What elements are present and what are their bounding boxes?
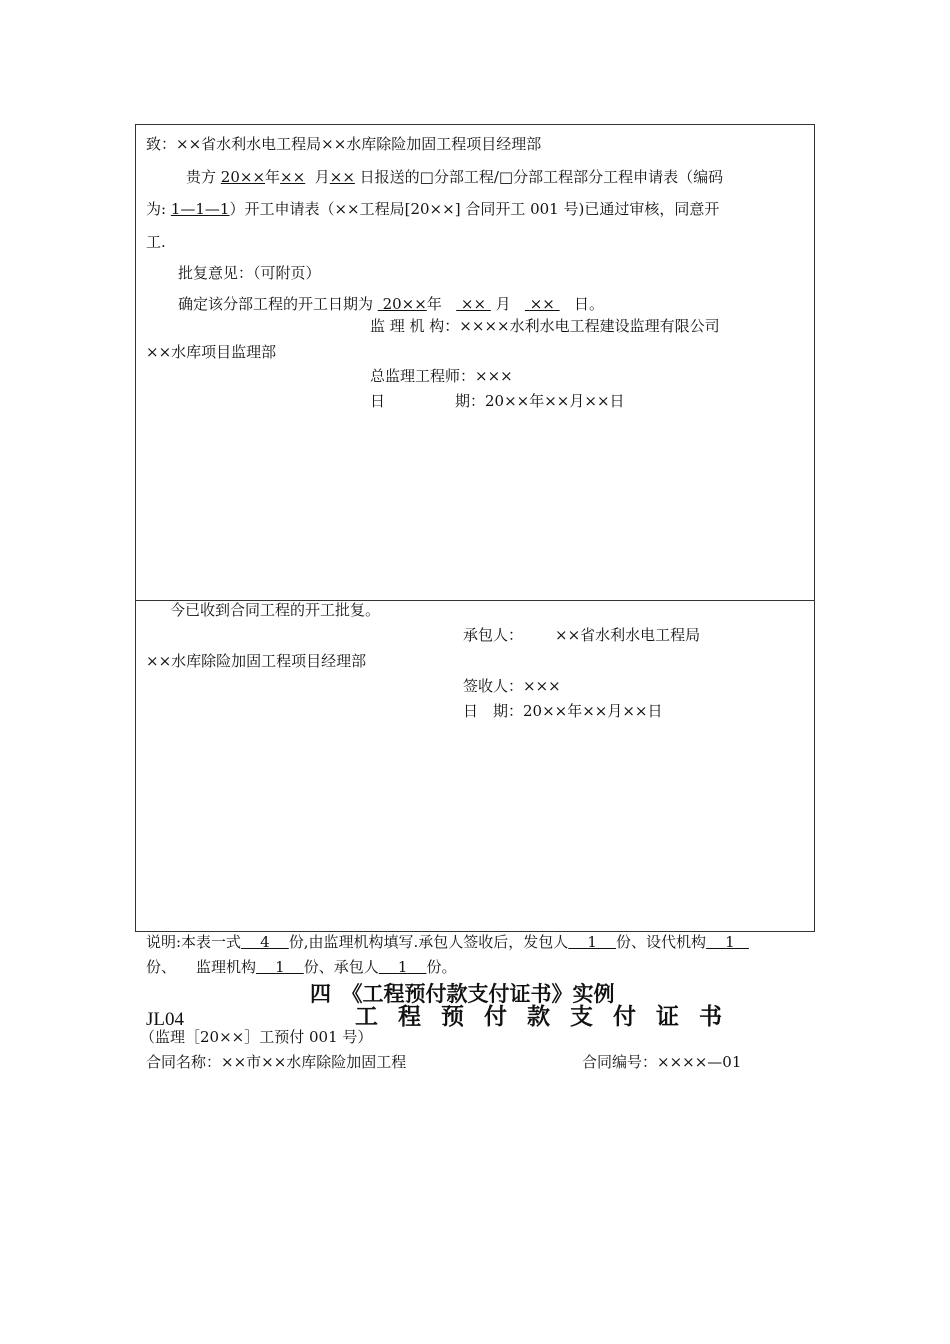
month-value: ××	[280, 168, 306, 186]
month-unit: 月	[314, 168, 330, 186]
copies-design-value: 1	[725, 933, 735, 951]
para-text: 贵方	[186, 168, 217, 186]
day-value: ××	[329, 168, 355, 186]
opinion-line: 批复意见：（可附页）	[178, 264, 321, 282]
note-text: 份、设代机构	[616, 933, 707, 951]
supervision-org: 监 理 机 构：××××水利水电工程建设监理有限公司	[370, 317, 720, 335]
copies-total	[241, 933, 289, 951]
addressee-line: 致：××省水利水电工程局××水库除险加固工程项目经理部	[146, 135, 542, 153]
confirm-month-unit: 月	[495, 295, 511, 313]
code-value: 1—1—1	[170, 200, 230, 218]
confirm-year-unit: 年	[426, 295, 442, 313]
note-text: 监理机构	[196, 958, 257, 976]
start-date-line	[178, 294, 604, 314]
approval-date	[370, 391, 625, 411]
note-text: 说明:本表一式	[146, 933, 242, 951]
confirm-day	[525, 295, 560, 313]
year-value: 20××	[220, 168, 266, 186]
form-code: JL04	[146, 1009, 184, 1030]
section-title: 四 《工程预付款支付证书》实例	[310, 981, 615, 1006]
copies-supervisor-value: 1	[275, 958, 285, 976]
receipt-box	[135, 600, 815, 932]
note-text: 份、	[146, 958, 177, 976]
note-line-2	[146, 957, 456, 977]
confirm-year	[378, 295, 427, 313]
contract-name: 合同名称：××市××水库除险加固工程	[146, 1053, 407, 1071]
contractor-dept: ××水库除险加固工程项目经理部	[146, 652, 367, 670]
contractor-label: 承包人：	[463, 626, 524, 644]
received-line: 今已收到合同工程的开工批复。	[170, 601, 381, 619]
confirm-day-unit: 日。	[573, 295, 604, 313]
confirm-day-value: ××	[529, 295, 555, 313]
chief-engineer: 总监理工程师：×××	[370, 367, 513, 385]
code-prefix: 为:	[146, 200, 167, 218]
copies-contractor	[379, 958, 427, 976]
note-text: 份、承包人	[303, 958, 379, 976]
receipt-date: 日 期：20××年××月××日	[463, 702, 663, 720]
confirm-month-value: ××	[460, 295, 487, 313]
copies-owner-value: 1	[587, 933, 597, 951]
note-text: 份。	[426, 958, 457, 976]
confirm-month	[456, 295, 491, 313]
note-text: 份,由监理机构填写.承包人签收后，发包人	[288, 933, 569, 951]
date-value: 期：20××年××月××日	[455, 392, 625, 410]
contract-number: 合同编号：××××—01	[582, 1053, 742, 1071]
code-line	[146, 199, 719, 219]
doc-number: （监理［20××］工预付 001 号）	[140, 1028, 373, 1046]
para-text: ）开工申请表（××工程局[20××] 合同开工 001 号)已通过审核，同意开	[229, 200, 720, 218]
date-label: 日	[370, 392, 386, 410]
para-text: 日报送的□分部工程/□分部工程部分工程申请表（编码	[359, 168, 724, 186]
submission-paragraph	[186, 167, 723, 187]
contractor-line	[463, 625, 700, 645]
signer-line: 签收人：×××	[463, 677, 561, 695]
contractor-value: ××省水利水电工程局	[555, 626, 701, 644]
form-title: 工 程 预 付 款 支 付 证 书	[355, 1003, 729, 1030]
copies-supervisor	[256, 958, 304, 976]
copies-owner	[568, 933, 616, 951]
note-line-1	[146, 932, 749, 952]
copies-design	[706, 933, 749, 951]
confirm-text: 确定该分部工程的开工日期为	[178, 295, 374, 313]
year-unit: 年	[265, 168, 281, 186]
approval-box	[135, 124, 815, 601]
para-end: 工.	[146, 233, 166, 251]
copies-total-value: 4	[260, 933, 270, 951]
supervision-org-dept: ××水库项目监理部	[146, 343, 277, 361]
confirm-year-value: 20××	[382, 295, 427, 313]
copies-contractor-value: 1	[397, 958, 408, 976]
